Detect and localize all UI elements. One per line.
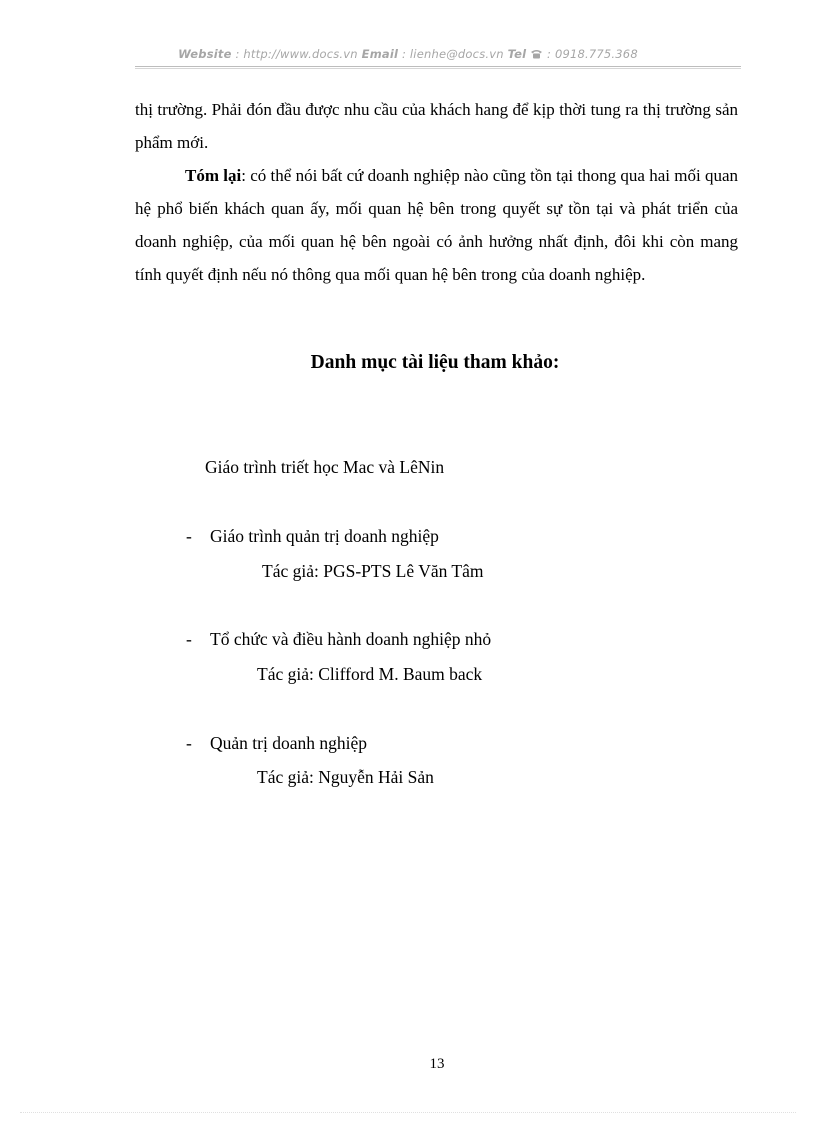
paragraph-continuation: thị trường. Phải đón đầu được nhu cầu của khách hang để kịp thời tung ra thị trường sản phẩm mới.: [135, 100, 738, 152]
reference-author-4: Tác giả: Nguyễn Hải Sản: [257, 767, 434, 787]
reference-author-2: Tác giả: PGS-PTS Lê Văn Tâm: [262, 561, 484, 581]
summary-lead: Tóm lại: [185, 166, 242, 185]
summary-text: : có thể nói bất cứ doanh nghiệp nào cũng tồn tại thong qua hai mối quan hệ phổ biến khách quan ấy, mối quan hệ bên trong quyết sự tồn tại và phát triển của doanh nghiệp, của mối quan hệ bên ngoài có ảnh hưởng nhất định, đôi khi còn mang tính quyết định nếu nó thông qua mối quan hệ bên trong của doanh nghiệp.: [135, 166, 738, 284]
page-header: [0, 47, 816, 61]
website-value: : http://www.docs.vn: [235, 47, 358, 61]
tel-value: : 0918.775.368: [547, 47, 638, 61]
website-label: Website: [178, 47, 232, 61]
email-value: : lienhe@docs.vn: [401, 47, 504, 61]
page-number: 13: [429, 1056, 445, 1072]
bullet-dash: -: [186, 629, 192, 649]
body-text: [135, 93, 738, 291]
references-title: Danh mục tài liệu tham khảo:: [310, 352, 560, 373]
tel-label: Tel: [507, 47, 527, 61]
reference-item-2: Giáo trình quản trị doanh nghiệp: [210, 526, 439, 546]
reference-author-3: Tác giả: Clifford M. Baum back: [257, 664, 483, 684]
reference-item-1: Giáo trình triết học Mac và LêNin: [205, 457, 445, 477]
phone-icon: [530, 48, 543, 59]
reference-item-3: Tổ chức và điều hành doanh nghiệp nhỏ: [210, 629, 492, 649]
bullet-dash: -: [186, 733, 192, 753]
bullet-dash: -: [186, 526, 192, 546]
reference-item-4: Quản trị doanh nghiệp: [210, 733, 367, 753]
email-label: Email: [361, 47, 399, 61]
page-bottom-rule: [20, 1112, 796, 1113]
paragraph-summary: [135, 159, 738, 291]
header-rule: [135, 66, 741, 69]
